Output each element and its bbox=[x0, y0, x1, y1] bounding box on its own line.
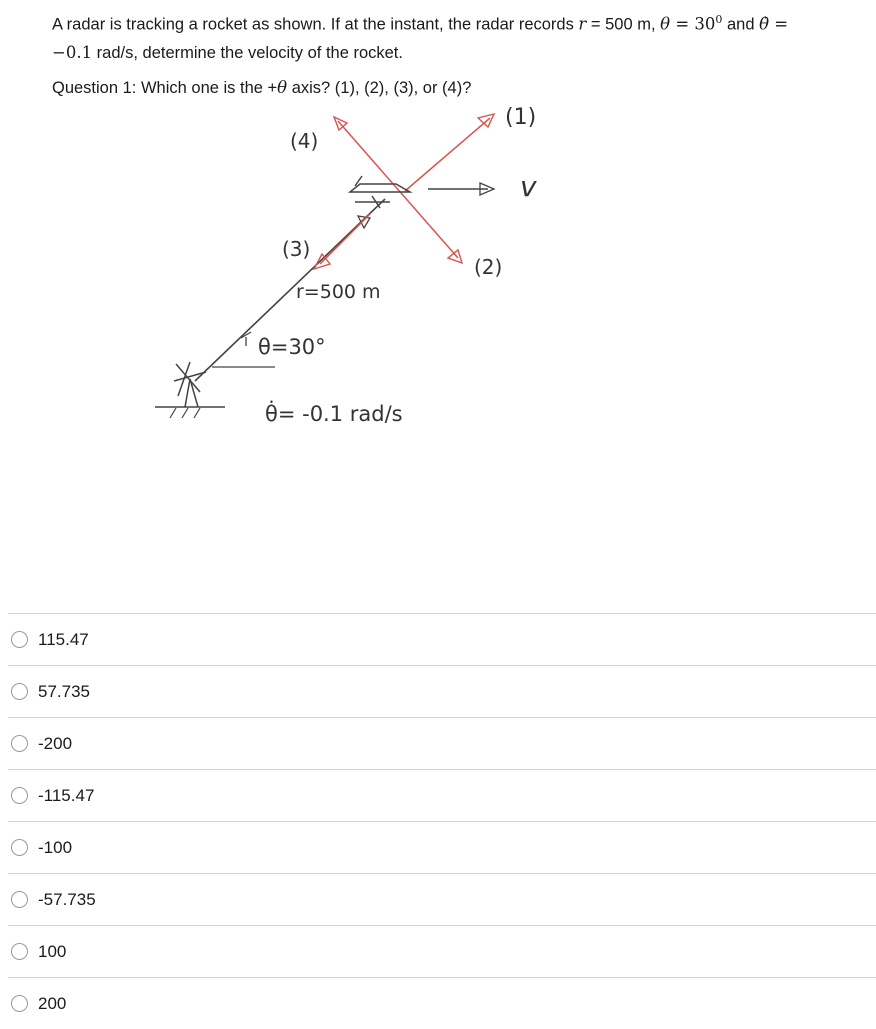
label-2: (2) bbox=[474, 255, 503, 279]
theta-dot-label: θ̇= -0.1 rad/s bbox=[265, 402, 403, 426]
label-1: (1) bbox=[505, 105, 537, 130]
radio-button[interactable] bbox=[11, 839, 28, 856]
label-3: (3) bbox=[282, 237, 311, 261]
radio-button[interactable] bbox=[11, 891, 28, 908]
question-line-2: −0.1 rad/s, determine the velocity of the rocket. bbox=[52, 42, 403, 62]
answer-option[interactable] bbox=[8, 873, 876, 925]
answer-option[interactable] bbox=[8, 665, 876, 717]
radio-button[interactable] bbox=[11, 943, 28, 960]
radio-button[interactable] bbox=[11, 995, 28, 1012]
label-4: (4) bbox=[290, 129, 319, 153]
radio-button[interactable] bbox=[11, 683, 28, 700]
answer-option[interactable] bbox=[8, 925, 876, 977]
answer-option[interactable] bbox=[8, 769, 876, 821]
axis-3-line bbox=[320, 214, 370, 264]
question-1-prompt: Question 1: Which one is the +θ axis? (1), (2), (3), or (4)? bbox=[52, 78, 472, 97]
answer-option-label: -200 bbox=[38, 733, 73, 753]
question-line-1: A radar is tracking a rocket as shown. If at the instant, the radar records r = 500 m, $\theta = 30^0$ and θ̇ = bbox=[52, 13, 789, 34]
theta-label: θ=30° bbox=[258, 335, 326, 359]
answer-option[interactable] bbox=[8, 717, 876, 769]
r-label: r=500 m bbox=[296, 281, 381, 303]
answer-option-label: 115.47 bbox=[38, 629, 89, 649]
answer-options bbox=[8, 613, 876, 1029]
answer-option-label: 57.735 bbox=[38, 681, 90, 701]
radio-button[interactable] bbox=[11, 631, 28, 648]
answer-option[interactable] bbox=[8, 977, 876, 1029]
answer-option-label: -115.47 bbox=[38, 785, 95, 805]
answer-option-label: 100 bbox=[38, 941, 67, 961]
axis-1-line bbox=[405, 118, 490, 191]
radar-icon bbox=[174, 362, 206, 407]
radar-diagram bbox=[0, 96, 876, 456]
answer-option-label: 200 bbox=[38, 993, 67, 1013]
radio-button[interactable] bbox=[11, 787, 28, 804]
answer-option[interactable] bbox=[8, 613, 876, 665]
radio-button[interactable] bbox=[11, 735, 28, 752]
answer-option-label: -57.735 bbox=[38, 889, 96, 909]
answer-option-label: -100 bbox=[38, 837, 73, 857]
answer-option[interactable] bbox=[8, 821, 876, 873]
velocity-label: v bbox=[520, 170, 537, 203]
question-text bbox=[52, 6, 852, 67]
